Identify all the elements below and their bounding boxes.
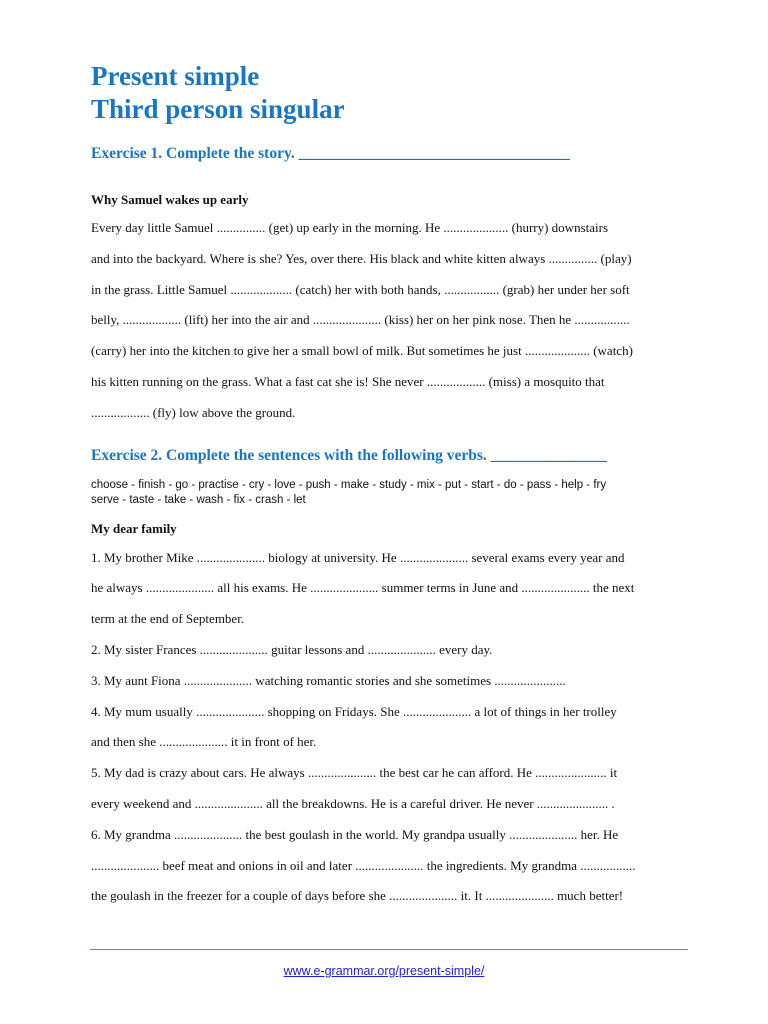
- sentence-line: 6. My grandma ..................... the best goulash in the world. My grandpa usually ..................... her. He: [91, 826, 619, 842]
- story-text: [91, 213, 691, 429]
- sentence-line: 1. My brother Mike ..................... biology at university. He ..................... several exams every year and: [91, 549, 625, 565]
- story-line: his kitten running on the grass. What a fast cat she is! She never .................. (miss) a mosquito that: [91, 373, 605, 389]
- story-line: .................. (fly) low above the ground.: [91, 404, 296, 420]
- title-line-2: Third person singular: [91, 94, 345, 124]
- exercise-2-heading: Exercise 2. Complete the sentences with the following verbs. _______________: [91, 446, 607, 464]
- family-title: My dear family: [91, 520, 177, 536]
- sentence-line: the goulash in the freezer for a couple of days before she ..................... it. It ..................... much better!: [91, 888, 624, 904]
- verb-list: [91, 478, 691, 508]
- sentence-line: he always ..................... all his exams. He ..................... summer terms in June and ..................... the next: [91, 580, 635, 596]
- story-line: and into the backyard. Where is she? Yes, over there. His black and white kitten always ............... (play): [91, 250, 632, 266]
- sentence-line: ..................... beef meat and onions in oil and later ..................... the ingredients. My grandma .................: [91, 857, 636, 873]
- story-line: belly, .................. (lift) her into the air and ..................... (kiss) her on her pink nose. Then he .................: [91, 312, 630, 328]
- story-line: (carry) her into the kitchen to give her a small bowl of milk. But sometimes he just .................... (watch): [91, 343, 633, 359]
- sentences-text: [91, 543, 691, 913]
- sentence-line: 2. My sister Frances ..................... guitar lessons and ..................... every day.: [91, 641, 493, 657]
- worksheet-page: [91, 60, 691, 912]
- story-line: in the grass. Little Samuel ................... (catch) her with both hands, ................. (grab) her under her soft: [91, 281, 630, 297]
- sentence-line: and then she ..................... it in front of her.: [91, 734, 317, 750]
- story-line: Every day little Samuel ............... (get) up early in the morning. He .................... (hurry) downstairs: [91, 220, 609, 235]
- sentence-line: 3. My aunt Fiona ..................... watching romantic stories and she sometimes ......................: [91, 672, 566, 688]
- sentence-line: 5. My dad is crazy about cars. He always ..................... the best car he can afford. He ...................... it: [91, 765, 618, 781]
- footer-divider: [90, 949, 688, 950]
- exercise-1-heading: Exercise 1. Complete the story. ___________________________________: [91, 145, 570, 162]
- sentence-line: term at the end of September.: [91, 611, 245, 627]
- title-line-1: Present simple: [91, 61, 260, 91]
- sentence-line: 4. My mum usually ..................... shopping on Fridays. She ..................... a lot of things in her trolley: [91, 703, 617, 719]
- footer-link[interactable]: www.e-grammar.org/present-simple/: [283, 964, 485, 978]
- verb-list-line: choose - finish - go - practise - cry - love - push - make - study - mix - put - start - do - pass - help - fry: [91, 478, 607, 491]
- story-title: Why Samuel wakes up early: [91, 192, 249, 207]
- sentence-line: every weekend and ..................... all the breakdowns. He is a careful driver. He never ...................... .: [91, 795, 615, 811]
- verb-list-line: serve - taste - take - wash - fix - crash - let: [91, 493, 306, 506]
- page-title: [91, 60, 691, 126]
